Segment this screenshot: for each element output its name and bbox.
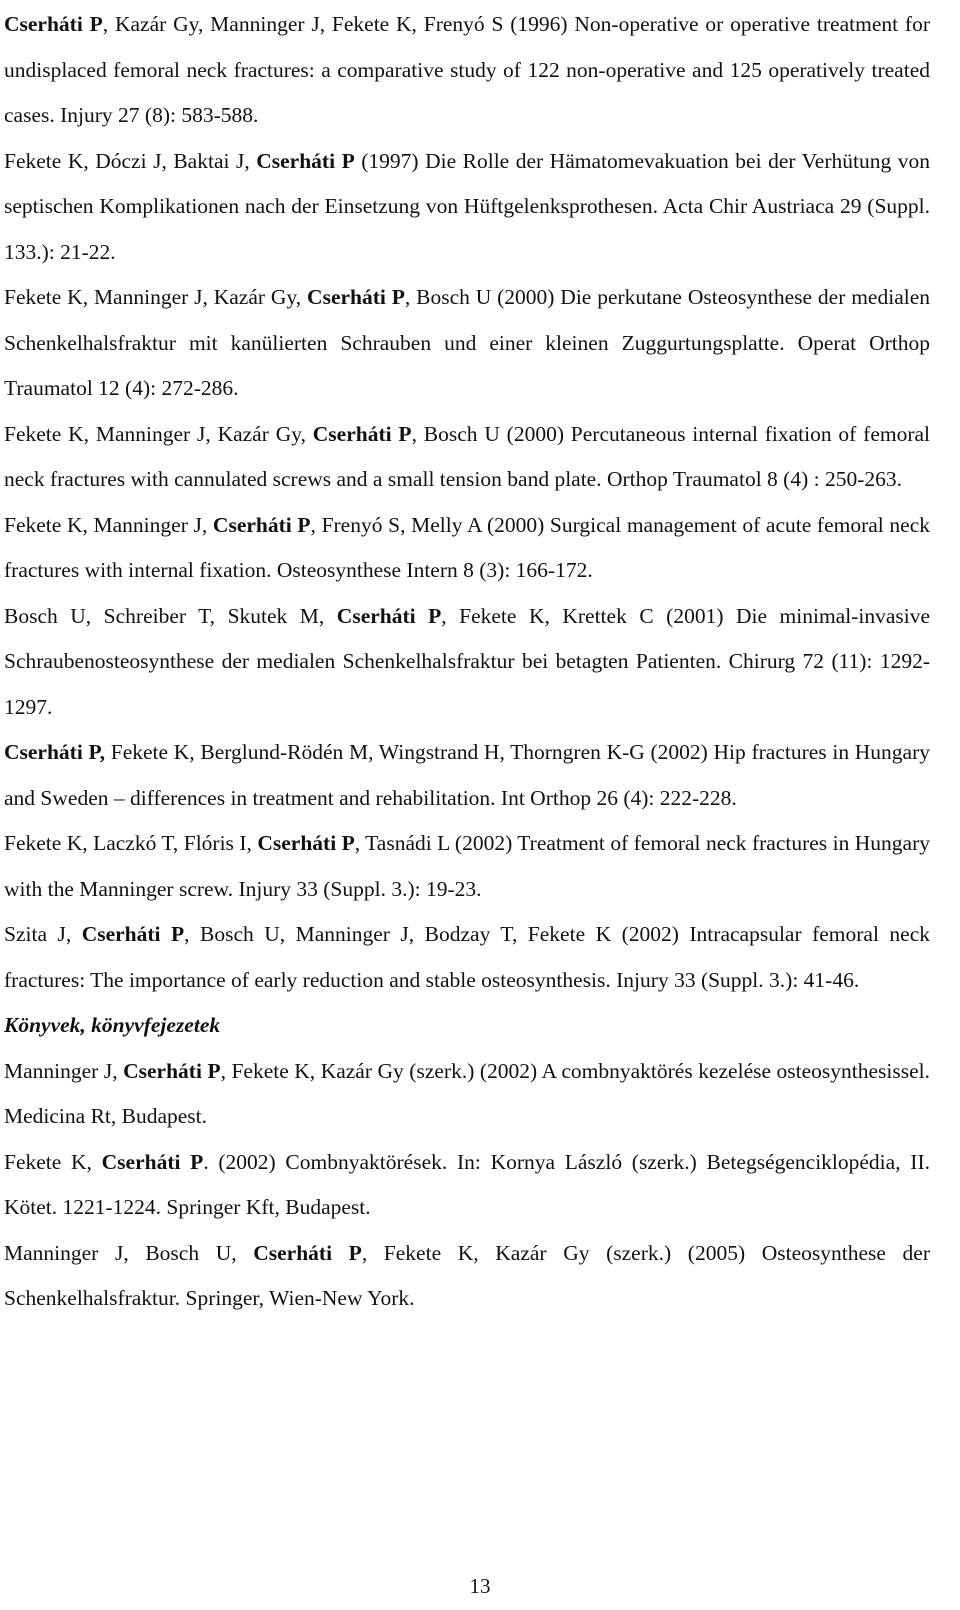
highlighted-author: Cserháti P [81,922,185,946]
book-reference-list [4,1049,930,1322]
book-reference-entry [4,1231,930,1322]
highlighted-author: Cserháti P [253,1240,362,1265]
reference-entry [4,139,930,276]
book-reference-entry [4,1049,930,1140]
reference-authors-before: Fekete K, [4,1149,102,1174]
reference-text: , Tasnádi L (2002) Treatment of femoral neck fractures in Hungary with the Manninger screw. Injury 33 (Suppl. 3.): 19-23. [4,831,930,901]
reference-entry [4,730,930,821]
journal-reference-list [4,2,930,1003]
highlighted-author: Cserháti P [312,421,412,446]
reference-authors-before: Manninger J, [4,1058,124,1083]
highlighted-author: Cserháti P [307,285,405,309]
reference-entry [4,821,930,912]
reference-entry [4,912,930,1003]
document-body [4,2,930,1322]
reference-text: . (2002) Combnyaktörések. In: Kornya László (szerk.) Betegségenciklopédia, II. Kötet. 1221-1224. Springer Kft, Budapest. [4,1149,930,1219]
highlighted-author: Cserháti P [256,148,355,173]
reference-text: (1997) Die Rolle der Hämatomevakuation bei der Verhütung von septischen Komplikationen nach der Einsetzung von Hüftgelenksprothesen. Acta Chir Austriaca 29 (Suppl. 133.): 21-22. [4,148,931,264]
reference-authors-before: Fekete K, Laczkó T, Flóris I, [4,831,258,855]
reference-entry [4,275,930,412]
reference-text: , Fekete K, Kazár Gy (szerk.) (2005) Osteosynthese der Schenkelhalsfraktur. Springer, Wien-New York. [4,1240,931,1310]
highlighted-author: Cserháti P, [4,740,106,764]
reference-authors-before: Manninger J, Bosch U, [4,1240,254,1265]
reference-entry [4,594,930,731]
reference-text: , Bosch U, Manninger J, Bodzay T, Fekete K (2002) Intracapsular femoral neck fractures: The importance of early reduction and stable osteosynthesis. Injury 33 (Suppl. 3.): 41-46. [4,922,931,992]
reference-text: , Fekete K, Kazár Gy (szerk.) (2002) A combnyaktörés kezelése osteosynthesissel. Medicina Rt, Budapest. [4,1058,931,1128]
highlighted-author: Cserháti P [257,831,355,855]
highlighted-author: Cserháti P [101,1149,204,1174]
section-heading: Könyvek, könyvfejezetek [4,1013,221,1037]
reference-authors-before: Fekete K, Dóczi J, Baktai J, [4,148,257,173]
reference-entry [4,412,930,503]
reference-authors-before: Fekete K, Manninger J, [4,512,213,537]
reference-text: , Frenyó S, Melly A (2000) Surgical management of acute femoral neck fractures with internal fixation. Osteosynthese Intern 8 (3): 166-172. [4,512,930,582]
reference-entry [4,2,930,139]
reference-authors-before: Szita J, [4,922,82,946]
book-reference-entry [4,1140,930,1231]
reference-text: , Bosch U (2000) Percutaneous internal fixation of femoral neck fractures with cannulated screws and a small tension band plate. Orthop Traumatol 8 (4) : 250-263. [4,421,931,491]
reference-text: Fekete K, Berglund-Rödén M, Wingstrand H, Thorngren K-G (2002) Hip fractures in Hungary and Sweden – differences in treatment and rehabilitation. Int Orthop 26 (4): 222-228. [4,740,931,810]
reference-text: , Kazár Gy, Manninger J, Fekete K, Frenyó S (1996) Non-operative or operative treatment for undisplaced femoral neck fractures: a comparative study of 122 non-operative and 125 operatively treated cases. Injury 27 (8): 583-588. [4,12,930,127]
page-number: 13 [469,1574,491,1598]
highlighted-author: Cserháti P [336,603,442,628]
reference-authors-before: Fekete K, Manninger J, Kazár Gy, [4,421,313,446]
reference-text: , Bosch U (2000) Die perkutane Osteosynthese der medialen Schenkelhalsfraktur mit kanülierten Schrauben und einer kleinen Zuggurtungsplatte. Operat Orthop Traumatol 12 (4): 272-286. [4,285,931,400]
highlighted-author: Cserháti P [4,12,103,36]
reference-authors-before: Bosch U, Schreiber T, Skutek M, [4,603,337,628]
highlighted-author: Cserháti P [123,1058,221,1083]
reference-text: , Fekete K, Krettek C (2001) Die minimal-invasive Schraubenosteosynthese der medialen Schenkelhalsfraktur bei betagten Patienten. Chirurg 72 (11): 1292-1297. [4,603,931,719]
highlighted-author: Cserháti P [212,512,311,537]
reference-entry [4,503,930,594]
reference-authors-before: Fekete K, Manninger J, Kazár Gy, [4,285,308,309]
